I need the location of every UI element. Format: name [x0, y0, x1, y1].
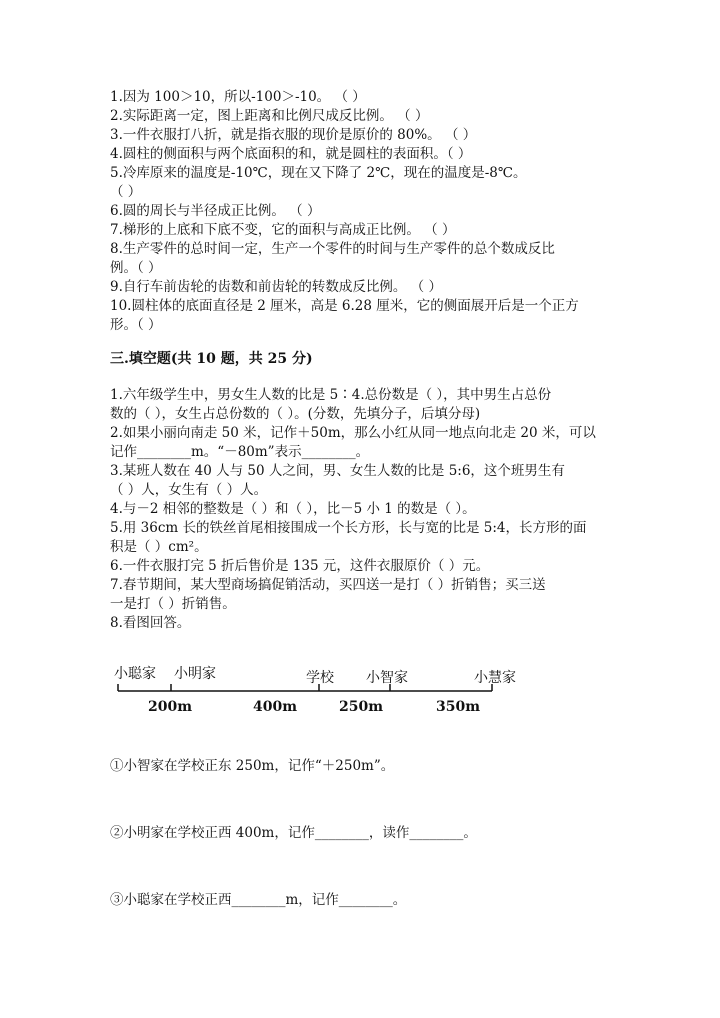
fill-line-5-cont: 积是（ ）cm²。 [110, 539, 208, 555]
fill-line-8: 8.看图回答。 [110, 615, 191, 631]
distance-diagram [100, 655, 540, 725]
judgment-line-6: 6.圆的周长与半径成正比例。 （ ） [110, 203, 321, 219]
distance-400: 400m [253, 699, 298, 715]
fill-line-4: 4.与－2 相邻的整数是（ ）和（ ），比－5 小 1 的数是（ ）。 [110, 501, 476, 517]
fill-line-5: 5.用 36cm 长的铁丝首尾相接围成一个长方形，长与宽的比是 5:4，长方形的面 [110, 520, 587, 536]
place-xiaoming: 小明家 [174, 666, 216, 682]
judgment-line-1: 1.因为 100＞10，所以-100＞-10。 （ ） [110, 89, 366, 105]
judgment-line-10: 10.圆柱体的底面直径是 2 厘米，高是 6.28 厘米，它的侧面展开后是一个正方 [110, 298, 579, 314]
place-xiaozhi: 小智家 [366, 670, 408, 686]
judgment-line-9: 9.自行车前齿轮的齿数和前齿轮的转数成反比例。 （ ） [110, 279, 442, 295]
fill-line-1-cont: 数的（ ），女生占总份数的（ ）。(分数，先填分子，后填分母) [110, 406, 481, 422]
judgment-line-10-cont: 形。（ ） [110, 317, 162, 333]
fill-line-7: 7.春节期间，某大型商场搞促销活动，买四送一是打（ ）折销售；买三送 [110, 577, 546, 593]
fill-line-7-cont: 一是打（ ）折销售。 [110, 596, 236, 612]
distance-250: 250m [339, 699, 384, 715]
fill-line-3-cont: （ ）人，女生有（ ）人。 [110, 482, 268, 498]
judgment-line-4: 4.圆柱的侧面积与两个底面积的和，就是圆柱的表面积。（ ） [110, 146, 472, 162]
distance-200: 200m [148, 699, 193, 715]
place-xiaocong: 小聪家 [114, 666, 156, 682]
fill-line-2: 2.如果小丽向南走 50 米，记作＋50m，那么小红从同一地点向北走 20 米，可以 [110, 425, 596, 441]
place-xiaohui: 小慧家 [474, 670, 516, 686]
fill-line-3: 3.某班人数在 40 人与 50 人之间，男、女生人数的比是 5:6，这个班男生有 [110, 463, 565, 479]
judgment-line-5-cont: （ ） [110, 184, 142, 200]
fill-line-2-cont: 记作________m。“－80m”表示________。 [110, 444, 370, 460]
judgment-line-3: 3.一件衣服打八折，就是指衣服的现价是原价的 80%。 （ ） [110, 127, 477, 143]
distance-350: 350m [436, 699, 481, 715]
judgment-line-8: 8.生产零件的总时间一定，生产一个零件的时间与生产零件的总个数成反比 [110, 241, 555, 257]
section-title: 三.填空题(共 10 题，共 25 分) [110, 351, 313, 367]
judgment-line-8-cont: 例。（ ） [110, 260, 162, 276]
subquestion-1: ①小智家在学校正东 250m，记作“＋250m”。 [110, 758, 395, 774]
judgment-line-2: 2.实际距离一定，图上距离和比例尺成反比例。 （ ） [110, 108, 429, 124]
judgment-line-5: 5.冷库原来的温度是-10℃，现在又下降了 2℃，现在的温度是-8℃。 [110, 165, 527, 181]
fill-line-1: 1.六年级学生中，男女生人数的比是 5∶4.总份数是（ ），其中男生占总份 [110, 387, 552, 403]
fill-line-6: 6.一件衣服打完 5 折后售价是 135 元，这件衣服原价（ ）元。 [110, 558, 490, 574]
subquestion-2: ②小明家在学校正西 400m，记作________，读作________。 [110, 825, 477, 841]
subquestion-3: ③小聪家在学校正西________m，记作________。 [110, 892, 407, 908]
place-school: 学校 [306, 670, 334, 686]
judgment-line-7: 7.梯形的上底和下底不变，它的面积与高成正比例。 （ ） [110, 222, 456, 238]
